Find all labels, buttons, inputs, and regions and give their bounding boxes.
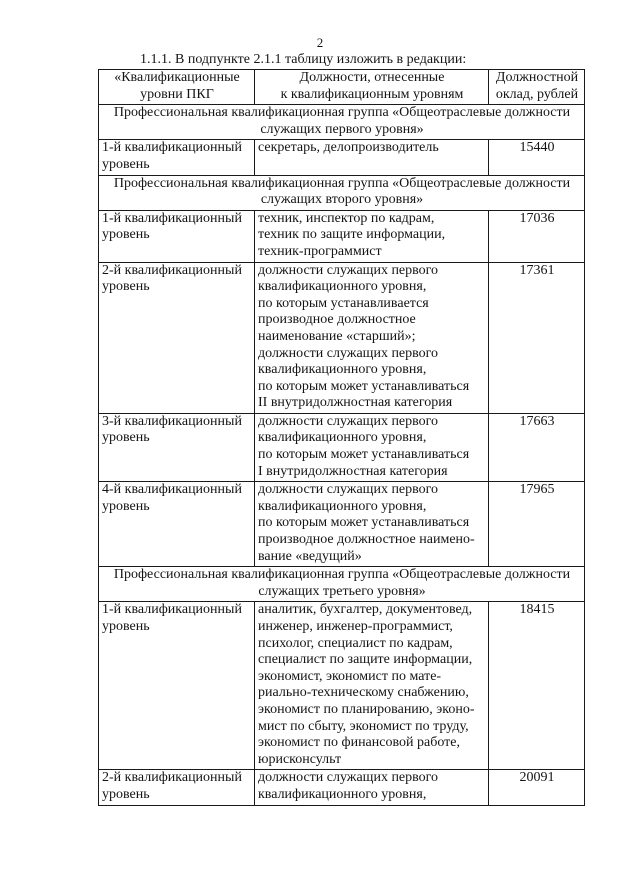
positions-text: инженер, инженер-программист, — [258, 619, 453, 634]
positions-text: квалификационного уровня, — [258, 430, 427, 446]
level-text: уровень — [102, 227, 150, 243]
group-title-text: служащих второго уровня» — [260, 192, 424, 208]
level-cell — [99, 210, 255, 262]
header-text: к квалификационным уровням — [280, 86, 464, 102]
group-title-row — [99, 567, 585, 602]
positions-cell — [255, 413, 489, 481]
positions-text: мист по сбыту, экономист по труду, — [258, 718, 469, 734]
group-title-row — [99, 105, 585, 140]
positions-text: техник, инспектор по кадрам, — [258, 210, 435, 226]
header-text: Должностной — [495, 70, 579, 85]
level-text: уровень — [102, 156, 150, 172]
positions-text: квалификационного уровня, — [258, 279, 427, 295]
header-levels — [99, 70, 255, 105]
group-title-text: Профессиональная квалификационная группа «Общеотраслевые должности — [113, 175, 571, 191]
salary-cell: 17036 — [489, 210, 585, 262]
level-cell — [99, 413, 255, 481]
header-positions — [255, 70, 489, 105]
positions-cell — [255, 210, 489, 262]
group-title-text: служащих третьего уровня» — [258, 583, 426, 599]
positions-text: юрисконсульт — [258, 751, 342, 767]
group-title — [99, 567, 585, 602]
positions-text: специалист по защите информации, — [258, 652, 473, 668]
level-text: 1-й квалификационный — [102, 602, 242, 618]
salary-cell: 17663 — [489, 413, 585, 481]
positions-text: должности служащих первого — [258, 262, 439, 278]
level-cell — [99, 602, 255, 770]
positions-cell — [255, 482, 489, 567]
group-title-text: Профессиональная квалификационная группа «Общеотраслевые должности — [113, 567, 571, 583]
positions-text: техник-программист — [258, 243, 382, 259]
positions-text: должности служащих первого — [258, 482, 439, 498]
positions-text: по которым устанавливается — [258, 295, 429, 311]
positions-text: I внутридолжностная категория — [258, 463, 448, 479]
level-text: уровень — [102, 786, 150, 802]
table-row — [99, 482, 585, 567]
group-title-text: Профессиональная квалификационная группа «Общеотраслевые должности — [113, 105, 571, 121]
positions-text: квалификационного уровня, — [258, 786, 427, 802]
table-row — [99, 770, 585, 805]
header-salary — [489, 70, 585, 105]
positions-text: II внутридолжностная категория — [258, 395, 453, 411]
salary-cell: 15440 — [489, 140, 585, 175]
level-text: 2-й квалификационный — [102, 770, 242, 786]
positions-text: по которым может устанавливаться — [258, 378, 470, 394]
positions-text: экономист, экономист по мате- — [258, 668, 442, 684]
group-title — [99, 105, 585, 140]
table-row — [99, 140, 585, 175]
table-row — [99, 210, 585, 262]
positions-text: производное должностное наимено- — [258, 532, 475, 548]
positions-text: экономист по планированию, эконо- — [258, 701, 475, 717]
page-number: 2 — [316, 35, 324, 50]
table-row — [99, 262, 585, 413]
positions-text: по которым может устанавливаться — [258, 447, 470, 463]
level-text: уровень — [102, 619, 150, 634]
level-text: уровень — [102, 279, 150, 295]
positions-text: вание «ведущий» — [258, 548, 362, 564]
header-text: уровни ПКГ — [140, 86, 214, 102]
level-cell — [99, 770, 255, 805]
level-cell — [99, 262, 255, 413]
level-text: уровень — [102, 498, 150, 514]
positions-text: должности служащих первого — [258, 770, 439, 786]
positions-text: производное должностное — [258, 312, 416, 328]
positions-cell — [255, 602, 489, 770]
positions-text: квалификационного уровня, — [258, 362, 427, 378]
positions-text: психолог, специалист по кадрам, — [258, 635, 453, 651]
level-cell — [99, 482, 255, 567]
group-title-row — [99, 175, 585, 210]
table-header-row — [99, 70, 585, 105]
positions-text: должности служащих первого — [258, 413, 439, 429]
group-title — [99, 175, 585, 210]
header-text: «Квалификационные — [114, 70, 240, 85]
level-cell — [99, 140, 255, 175]
positions-cell — [255, 140, 489, 175]
level-text: 1-й квалификационный — [102, 210, 242, 226]
level-text: 2-й квалификационный — [102, 262, 242, 278]
group-title-text: служащих первого уровня» — [260, 121, 424, 137]
positions-cell — [255, 770, 489, 805]
positions-text: риально-техническому снабжению, — [258, 685, 469, 701]
salary-cell: 18415 — [489, 602, 585, 770]
intro-paragraph: 1.1.1. В подпункте 2.1.1 таблицу изложить в редакции: — [140, 52, 467, 67]
level-text: 1-й квалификационный — [102, 140, 242, 156]
header-text: Должности, отнесенные — [299, 70, 445, 85]
table-row — [99, 413, 585, 481]
positions-text: квалификационного уровня, — [258, 498, 427, 514]
header-text: оклад, рублей — [495, 86, 579, 102]
positions-text: по которым может устанавливаться — [258, 515, 470, 531]
salary-cell: 17361 — [489, 262, 585, 413]
table-row — [99, 602, 585, 770]
level-text: уровень — [102, 430, 150, 446]
salary-cell: 20091 — [489, 770, 585, 805]
positions-cell — [255, 262, 489, 413]
positions-text: должности служащих первого — [258, 345, 439, 361]
qualification-table — [98, 69, 585, 806]
positions-text: секретарь, делопроизводитель — [258, 140, 439, 156]
positions-text: наименование «старший»; — [258, 328, 416, 344]
positions-text: экономист по финансовой работе, — [258, 735, 460, 751]
level-text: 4-й квалификационный — [102, 482, 242, 498]
positions-text: техник по защите информации, — [258, 227, 446, 243]
salary-cell: 17965 — [489, 482, 585, 567]
level-text: 3-й квалификационный — [102, 413, 242, 429]
positions-text: аналитик, бухгалтер, документовед, — [258, 602, 473, 618]
